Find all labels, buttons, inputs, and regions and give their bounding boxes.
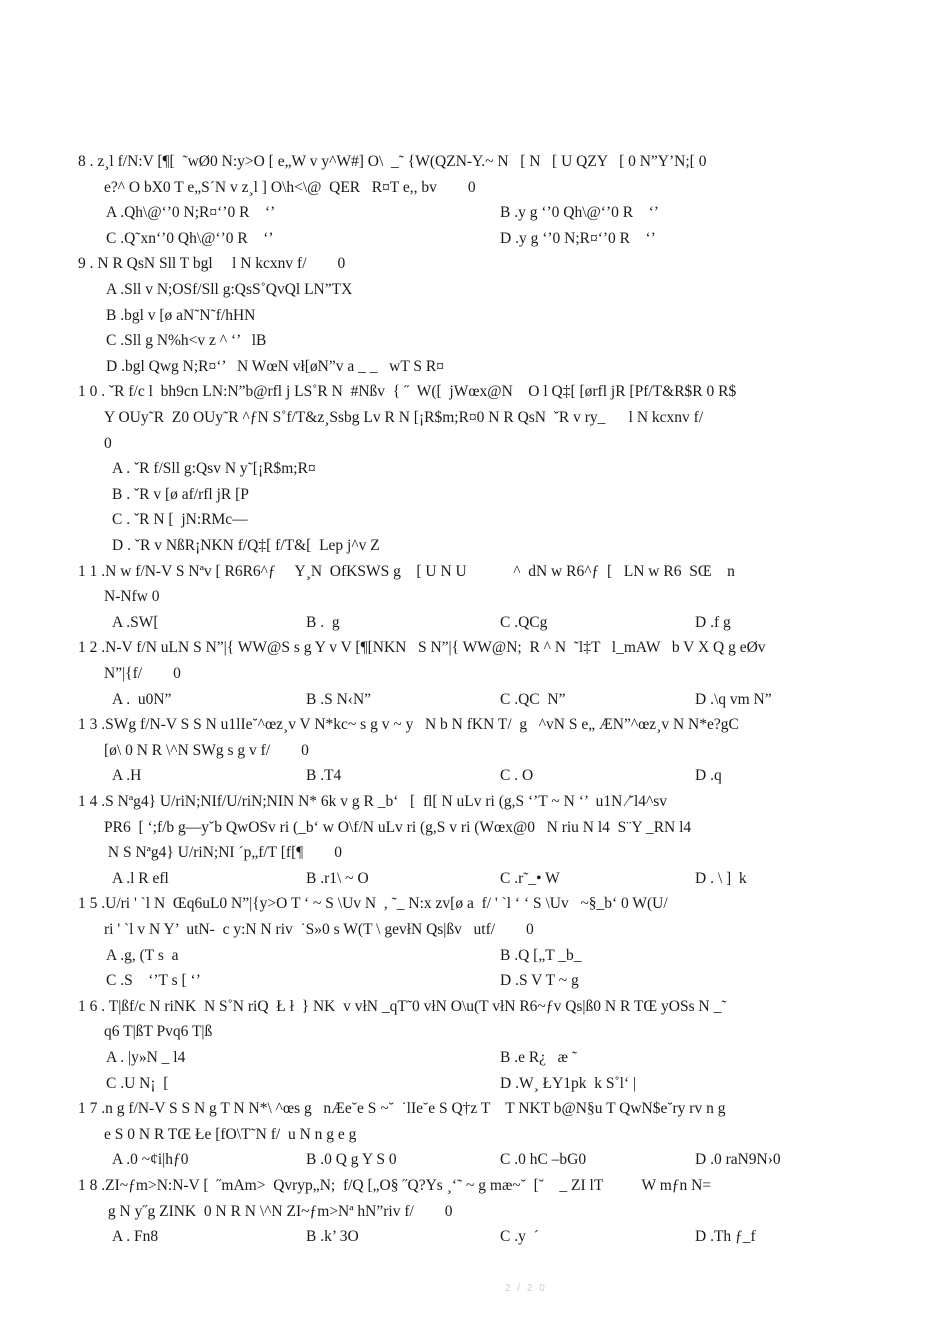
answer-option: B .Q [„T _b_	[500, 946, 582, 964]
question-stem-continuation: [ø\ 0 N R \^N SWg s g v f/ 0	[104, 741, 309, 759]
answer-option: C .r˜_• W	[500, 869, 560, 887]
answer-option: A . Fn8	[112, 1228, 159, 1246]
answer-option: D .S V T ~ g	[500, 972, 579, 990]
question-stem-continuation: Y OUy˜R Z0 OUy˜R ^ƒN S˚f/T&z¸Ssbg Lv R N [¡R$m;R¤0 N R QsN ˇR v ry_ l N kcxnv f/	[104, 409, 704, 426]
answer-option: C .y ´	[500, 1228, 539, 1246]
answer-option: B . g	[306, 613, 340, 631]
question-stem-continuation: e?^ O bX0 T e„S´N v z¸l ] O\h<\@ QER R¤T e,, bv 0	[104, 178, 476, 196]
answer-option: D .y g ‘’0 N;R¤‘’0 R ‘’	[500, 229, 656, 247]
answer-option: B .0 Q g Y S 0	[306, 1151, 397, 1169]
answer-option: A .H	[112, 767, 142, 785]
question-stem: 1 0 . ˇR f/c l bh9cn LN:N”b@rfl j LS˚R N #Nßv { ˝ W([ jWœx@N O l Q‡[ [ørfl jR [Pf/T&R$R 0 R$	[78, 383, 737, 401]
answer-option: C .Sll g N%h<v z ^ ‘’ lB	[106, 332, 267, 350]
answer-option: B .y g ‘’0 Qh\@‘’0 R ‘’	[500, 204, 659, 222]
answer-option: C .0 hC –bG0	[500, 1151, 587, 1169]
answer-option: C .Q˜xn‘’0 Qh\@‘’0 R ‘’	[106, 229, 274, 247]
answer-option: A . u0N”	[112, 690, 172, 708]
question-stem: 1 8 .ZI~ƒm>N:N-V [ ˝mAm> Qvryp„N; f/Q [„O§ ˝Q?Ys ¸‘˜ ~ g mæ~˘ [˘ _ ZI lT W mƒn N=	[78, 1177, 712, 1194]
answer-option: A .Sll v N;OSf/Sll g:QsS˚QvQl LN”TX	[106, 281, 353, 298]
answer-option: D . \ ] k	[695, 869, 747, 887]
answer-option: C .S ‘’T s [ ‘’	[106, 972, 201, 990]
answer-option: A .Qh\@‘’0 N;R¤‘’0 R ‘’	[106, 204, 276, 222]
answer-option: C . ˇR N [ jN:RMc—	[112, 511, 248, 529]
question-stem-continuation: N-Nfw 0	[104, 588, 160, 606]
question-stem: 8 . z¸l f/N:V [¶[ ˜wØ0 N:y>O [ e„W v y^W#] O\ _˜ {W(QZN-Y.~ N [ N [ U QZY [ 0 N”Y’N;[ 0	[78, 153, 707, 170]
answer-option: D .bgl Qwg N;R¤‘’ N WœN vł[øN”v a _ _ wT S R¤	[106, 357, 444, 375]
answer-option: B .r1\ ~ O	[306, 869, 369, 887]
answer-option: B . ˇR v [ø af/rfl jR [P	[112, 485, 249, 503]
page-number: 2 / 2 0	[505, 1283, 547, 1294]
question-stem-continuation: N S Nªg4} U/riN;NI ´p„f/T [f[¶ 0	[104, 844, 343, 862]
answer-option: D .\q vm N”	[695, 690, 772, 708]
question-stem-continuation: e S 0 N R TŒ Łe [fO\T˜N f/ u N n g e g	[104, 1125, 357, 1143]
answer-option: A .SW[	[112, 613, 159, 631]
answer-option: A .l R efl	[112, 869, 169, 887]
answer-option: A . ˇR f/Sll g:Qsv N y˜[¡R$m;R¤	[112, 460, 316, 478]
question-stem-continuation: g N y˝g ZINK 0 N R N \^N ZI~ƒm>Nª hN”riv f/ 0	[104, 1202, 453, 1220]
question-stem: 1 3 .SWg f/N-V S S N u1lIe˘^œz¸v V N*kc~ s g v ~ y N b N fKN T/ g ^vN S e„ ÆN”^œz¸v N N*e?gC	[78, 716, 739, 734]
answer-option: C .QC N”	[500, 690, 566, 708]
answer-option: D . ˇR v NßR¡NKN f/Q‡[ f/T&[ Lep j^v Z	[112, 537, 380, 554]
answer-option: A . |y»N _ l4	[106, 1049, 186, 1066]
answer-option: D .0 raN9N›0	[695, 1151, 781, 1169]
question-stem-continuation: N”|{f/ 0	[104, 665, 181, 682]
answer-option: D .f g	[695, 613, 731, 631]
answer-option: A .g, (T s a	[106, 946, 179, 964]
question-stem-continuation: ri ' `l v N Y’ utN- c y:N N riv ˙S»0 s W(T \ gevłN Qs|ßv utf/ 0	[104, 921, 534, 938]
question-stem: 1 7 .n g f/N-V S S N g T N N*\ ^œs g nÆe˘e S ~˘ ˙lIe˘e S Q†z T T NKT b@N§u T QwN$e˘ry rv n g	[78, 1100, 726, 1118]
question-stem-continuation: q6 T|ßT Pvq6 T|ß	[104, 1023, 213, 1041]
question-stem: 1 6 . T|ßf/c N riNK N S˚N riQ Ł ł } NK v vłN _qT˜0 vłN O\u(T vłN R6~ƒv Qs|ß0 N R TŒ yOSs N _˜	[78, 997, 727, 1015]
question-stem-continuation: 0	[104, 434, 112, 452]
answer-option: B .k’ 3O	[306, 1228, 359, 1246]
answer-option: B .e R¿ æ ˜	[500, 1049, 578, 1066]
question-stem: 1 1 .N w f/N-V S Nªv [ R6R6^ƒ Y¸N OfKSWS g [ U N U ^ dN w R6^ƒ [ LN w R6 SŒ n	[78, 562, 735, 580]
answer-option: D .W¸ ŁY1pk k S˚l‘ |	[500, 1074, 637, 1092]
answer-option: C .U N¡ [	[106, 1074, 169, 1092]
answer-option: D .q	[695, 767, 722, 785]
answer-option: B .S N‹N”	[306, 690, 372, 708]
answer-option: D .Th ƒ_f	[695, 1228, 756, 1246]
question-stem-continuation: PR6 [ ‘;f/b g—y˘b QwOSv ri (_b‘ w O\f/N uLv ri (g,S v ri (Wœx@0 N riu N l4 S¨Y _RN l4	[104, 818, 692, 836]
answer-option: B .T4	[306, 767, 342, 785]
question-stem: 1 5 .U/ri ' `l N Œq6uL0 N”|{y>O T ‘ ~ S \Uv N , ˜_ N:x zv[ø a f/ ' `l ‘ ‘ S \Uv ~§_b‘ 0 W(U/	[78, 895, 668, 913]
question-stem: 9 . N R QsN Sll T bgl l N kcxnv f/ 0	[78, 255, 346, 273]
question-stem: 1 4 .S Nªg4} U/riN;NIf/U/riN;NIN N* 6k v g R _b‘ [ fl[ N uLv ri (g,S ‘’T ~ N ‘’ u1N ⁄˘l4^sv	[78, 793, 668, 810]
answer-option: C . O	[500, 767, 534, 785]
question-stem: 1 2 .N-V f/N uLN S N”|{ WW@S s g Y v V [¶[NKN S N”|{ WW@N; R ^ N ˜l‡T l_mAW b V X Q g eØv	[78, 639, 766, 657]
answer-option: B .bgl v [ø aN˜N˜f/hHN	[106, 306, 256, 324]
answer-option: C .QCg	[500, 613, 548, 631]
answer-option: A .0 ~¢i|hƒ0	[112, 1151, 189, 1169]
